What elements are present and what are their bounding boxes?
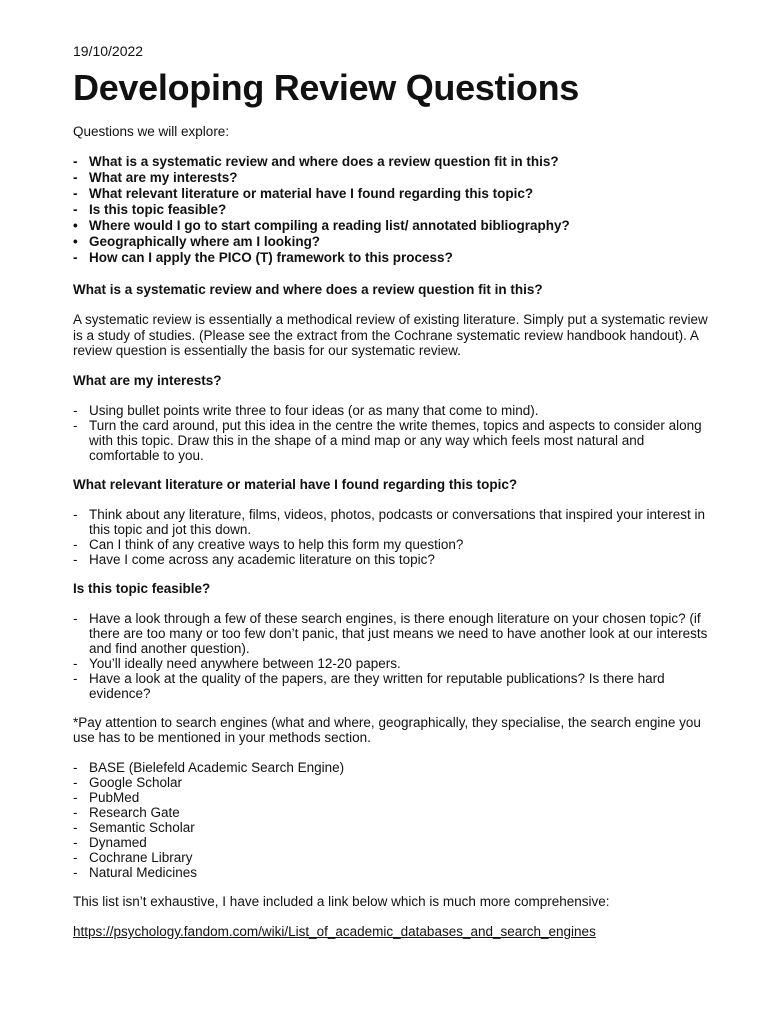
search-engine-item — [73, 865, 713, 880]
question-text: What relevant literature or material have I found regarding this topic? — [89, 186, 534, 201]
dash-marker: - — [73, 610, 78, 626]
section-heading-systematic: What is a systematic review and where does a review question fit in this? — [73, 282, 543, 297]
question-item — [73, 202, 713, 218]
list-item-text: Turn the card around, put this idea in the centre the write themes, topics and aspects to consider along with this topic. Draw this in the shape of a mind map or any way which feels most natural and comfortable to you. — [89, 417, 702, 463]
question-item — [73, 170, 713, 186]
dash-marker: - — [73, 864, 78, 880]
list-item-text: Using bullet points write three to four ideas (or as many that come to mind). — [89, 402, 539, 418]
list-item — [73, 507, 713, 537]
page-title: Developing Review Questions — [73, 67, 580, 108]
databases-link[interactable]: https://psychology.fandom.com/wiki/List_of_academic_databases_and_search_engines — [73, 924, 596, 939]
dash-marker: - — [73, 670, 78, 686]
list-item — [73, 418, 713, 463]
question-item — [73, 218, 713, 234]
question-item — [73, 154, 713, 170]
systematic-review-paragraph: A systematic review is essentially a methodical review of existing literature. Simply put a systematic review is a study of studies. (Please see the extract from the Cochrane systematic review handbook handout). A review question is essentially the basis for our systematic review. — [73, 312, 708, 358]
question-marker: • — [73, 234, 78, 249]
search-engine-name: Cochrane Library — [89, 849, 193, 865]
question-marker: - — [73, 202, 78, 217]
question-text: What is a systematic review and where does a review question fit in this? — [89, 154, 559, 169]
dash-marker: - — [73, 551, 78, 567]
search-engine-list — [73, 760, 713, 880]
dash-marker: - — [73, 655, 78, 671]
list-item — [73, 552, 713, 567]
question-marker: - — [73, 154, 78, 169]
dash-marker: - — [73, 804, 78, 820]
search-engine-item — [73, 850, 713, 865]
search-engine-note: *Pay attention to search engines (what and where, geographically, they specialise, the search engine you use has to be mentioned in your methods section. — [73, 714, 701, 745]
dash-marker: - — [73, 849, 78, 865]
question-text: Is this topic feasible? — [89, 202, 227, 217]
question-item — [73, 234, 713, 250]
document-date: 19/10/2022 — [73, 43, 144, 59]
search-engine-item — [73, 775, 713, 790]
list-item — [73, 656, 713, 671]
search-engine-name: Natural Medicines — [89, 864, 198, 880]
question-text: How can I apply the PICO (T) framework to this process? — [89, 250, 453, 265]
document-page — [73, 42, 713, 941]
search-engine-item — [73, 835, 713, 850]
question-text: Where would I go to start compiling a reading list/ annotated bibliography? — [89, 218, 570, 233]
dash-marker: - — [73, 774, 78, 790]
dash-marker: - — [73, 506, 78, 522]
list-item — [73, 403, 713, 418]
search-engine-name: BASE (Bielefeld Academic Search Engine) — [89, 759, 345, 775]
search-engine-item — [73, 805, 713, 820]
section-heading-interests: What are my interests? — [73, 372, 222, 388]
list-item-text: Have a look through a few of these search engines, is there enough literature on your chosen topic? (if there are too many or too few don’t panic, that just means we need to have another look at our interests and find another question). — [89, 610, 708, 656]
question-text: Geographically where am I looking? — [89, 234, 321, 249]
questions-list — [73, 154, 713, 266]
dash-marker: - — [73, 819, 78, 835]
dash-marker: - — [73, 417, 78, 433]
list-item-text: You’ll ideally need anywhere between 12-20 papers. — [89, 655, 401, 671]
list-item-text: Have I come across any academic literature on this topic? — [89, 551, 435, 567]
section-heading-feasible: Is this topic feasible? — [73, 580, 211, 596]
list-item-text: Have a look at the quality of the papers, are they written for reputable publications? Is there hard evidence? — [89, 670, 665, 701]
search-engine-name: Research Gate — [89, 804, 180, 820]
question-marker: - — [73, 186, 78, 201]
feasibility-list — [73, 611, 713, 701]
list-item-text: Think about any literature, films, videos, photos, podcasts or conversations that inspired your interest in this topic and jot this down. — [89, 506, 706, 537]
question-text: What are my interests? — [89, 170, 238, 185]
dash-marker: - — [73, 402, 78, 418]
search-engine-name: Semantic Scholar — [89, 819, 195, 835]
search-engine-name: PubMed — [89, 789, 140, 805]
list-item — [73, 611, 713, 656]
dash-marker: - — [73, 834, 78, 850]
intro-text: Questions we will explore: — [73, 124, 230, 139]
question-marker: - — [73, 250, 78, 265]
dash-marker: - — [73, 759, 78, 775]
list-item-text: Can I think of any creative ways to help this form my question? — [89, 536, 464, 552]
search-engine-name: Google Scholar — [89, 774, 183, 790]
interests-list — [73, 403, 713, 463]
literature-list — [73, 507, 713, 567]
search-engine-item — [73, 820, 713, 835]
search-engine-item — [73, 790, 713, 805]
dash-marker: - — [73, 536, 78, 552]
list-item — [73, 671, 713, 701]
section-heading-literature: What relevant literature or material have I found regarding this topic? — [73, 476, 518, 492]
search-engine-name: Dynamed — [89, 834, 147, 850]
question-item — [73, 250, 713, 266]
search-engine-item — [73, 760, 713, 775]
question-marker: • — [73, 218, 78, 233]
list-footnote: This list isn’t exhaustive, I have included a link below which is much more comprehensive: — [73, 893, 610, 909]
question-marker: - — [73, 170, 78, 185]
list-item — [73, 537, 713, 552]
question-item — [73, 186, 713, 202]
dash-marker: - — [73, 789, 78, 805]
